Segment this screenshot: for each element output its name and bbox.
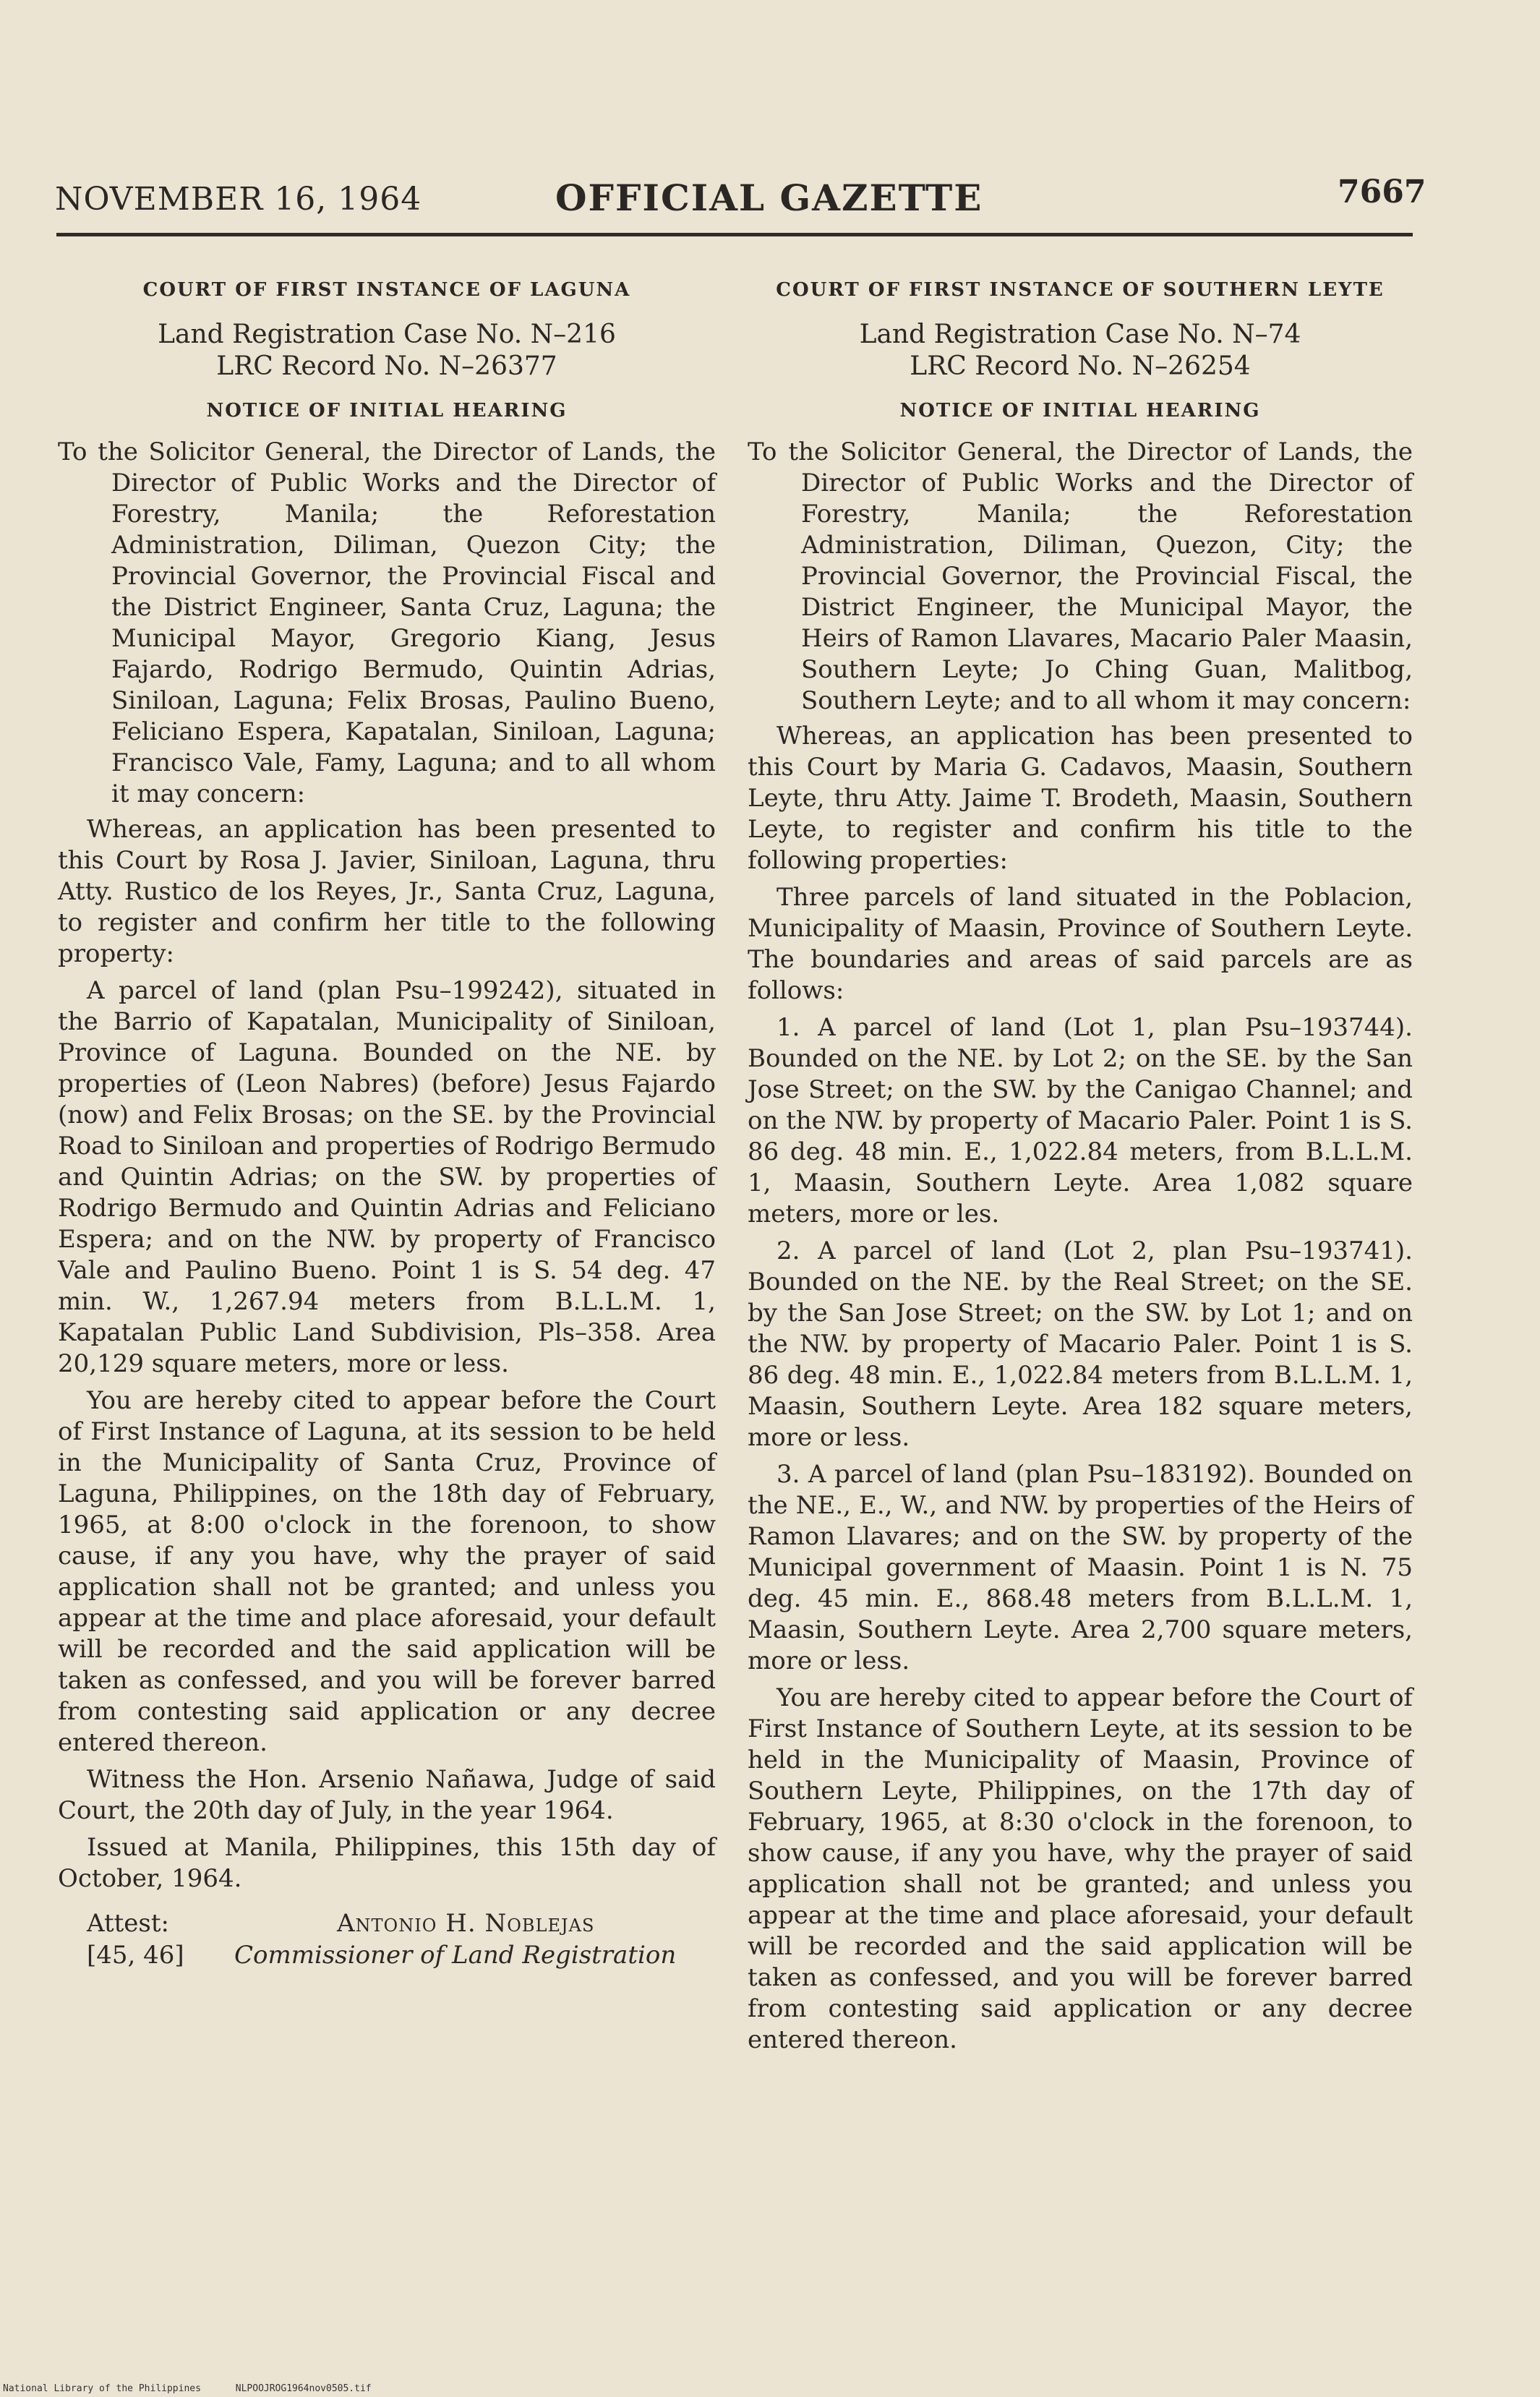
reference-numbers: [45, 46] [87, 1941, 184, 1970]
signer-name: Antonio H. Noblejas [337, 1909, 595, 1938]
paragraph: 2. A parcel of land (Lot 2, plan Psu–193741). Bounded on the NE. by the Real Street; on the SE. by the San Jose Street; on the SW. by Lot 1; and on the NW. by property of Macario Paler. Point 1 is S. 86 deg. 48 min. E., 1,022.84 meters from B.L.L.M. 1, Maasin, Southern Leyte. Area 182 square meters, more or less. [748, 1236, 1413, 1452]
paragraph: Three parcels of land situated in the Poblacion, Municipality of Maasin, Province of Southern Leyte. The boundaries and areas of said parcels are as follows: [748, 883, 1413, 1005]
record-number: LRC Record No. N–26254 [910, 351, 1251, 381]
publication-title: OFFICIAL GAZETTE [555, 176, 983, 219]
paragraph: 1. A parcel of land (Lot 1, plan Psu–193744). Bounded on the NE. by Lot 2; on the SE. by the San Jose Street; on the SW. by the Canigao Channel; and on the NW. by property of Macario Paler. Point 1 is S. 86 deg. 48 min. E., 1,022.84 meters, from B.L.L.M. 1, Maasin, Southern Leyte. Area 1,082 square meters, more or les. [748, 1013, 1413, 1229]
signer-title: Commissioner of Land Registration [234, 1941, 677, 1970]
address-paragraph: To the Solicitor General, the Director of Lands, the Director of Public Works and the Director of Forestry, Manila; the Reforestation Administration, Diliman, Quezon City; the Provincial Governor, the Provincial Fiscal and the District Engineer, Santa Cruz, Laguna; the Municipal Mayor, Gregorio Kiang, Jesus Fajardo, Rodrigo Bermudo, Quintin Adrias, Siniloan, Laguna; Felix Brosas, Paulino Bueno, Feliciano Espera, Kapatalan, Siniloan, Laguna; Francisco Vale, Famy, Laguna; and to all whom it may concern: [58, 437, 716, 808]
signature-block [58, 1907, 716, 1980]
library-credit: National Library of the Philippines [3, 2383, 201, 2394]
court-heading: COURT OF FIRST INSTANCE OF SOUTHERN LEYTE [776, 279, 1385, 301]
paragraph: Witness the Hon. Arsenio Nañawa, Judge of said Court, the 20th day of July, in the year 1964. [58, 1765, 716, 1825]
record-number: LRC Record No. N–26377 [216, 351, 557, 381]
paragraph: You are hereby cited to appear before the Court of First Instance of Laguna, at its session to be held in the Municipality of Santa Cruz, Province of Laguna, Philippines, on the 18th day of February, 1965, at 8:00 o'clock in the forenoon, to show cause, if any you have, why the prayer of said application shall not be granted; and unless you appear at the time and place aforesaid, your default will be recorded and the said application will be taken as confessed, and you will be forever barred from contesting said application or any decree entered thereon. [58, 1386, 716, 1757]
notice-heading: NOTICE OF INITIAL HEARING [899, 400, 1261, 422]
issue-date: NOVEMBER 16, 1964 [55, 181, 422, 218]
page-number: 7667 [1338, 174, 1426, 210]
left-column-notice [58, 269, 716, 1980]
paragraph: You are hereby cited to appear before the Court of First Instance of Southern Leyte, at its session to be held in the Municipality of Maasin, Province of Southern Leyte, Philippines, on the 17th day of February, 1965, at 8:30 o'clock in the forenoon, to show cause, if any you have, why the prayer of said application shall not be granted; and unless you appear at the time and place aforesaid, your default will be recorded and the said application will be taken as confessed, and you will be forever barred from contesting said application or any decree entered thereon. [748, 1683, 1413, 2054]
paragraph: 3. A parcel of land (plan Psu–183192). Bounded on the NE., E., W., and NW. by properties of the Heirs of Ramon Llavares; and on the SW. by property of the Municipal government of Maasin. Point 1 is N. 75 deg. 45 min. E., 868.48 meters from B.L.L.M. 1, Maasin, Southern Leyte. Area 2,700 square meters, more or less. [748, 1460, 1413, 1675]
notice-heading: NOTICE OF INITIAL HEARING [206, 400, 568, 422]
address-paragraph: To the Solicitor General, the Director of Lands, the Director of Public Works and the Director of Forestry, Manila; the Reforestation Administration, Diliman, Quezon, City; the Provincial Governor, the Provincial Fiscal, the District Engineer, the Municipal Mayor, the Heirs of Ramon Llavares, Macario Paler Maasin, Southern Leyte; Jo Ching Guan, Malitbog, Southern Leyte; and to all whom it may concern: [748, 437, 1413, 715]
paragraph: A parcel of land (plan Psu–199242), situated in the Barrio of Kapatalan, Municipality of Siniloan, Province of Laguna. Bounded on the NE. by properties of (Leon Nabres) (before) Jesus Fajardo (now) and Felix Brosas; on the SE. by the Provincial Road to Siniloan and properties of Rodrigo Bermudo and Quintin Adrias; on the SW. by properties of Rodrigo Bermudo and Quintin Adrias and Feliciano Espera; and on the NW. by property of Francisco Vale and Paulino Bueno. Point 1 is S. 54 deg. 47 min. W., 1,267.94 meters from B.L.L.M. 1, Kapatalan Public Land Subdivision, Pls–358. Area 20,129 square meters, more or less. [58, 976, 716, 1378]
paragraph: Issued at Manila, Philippines, this 15th day of October, 1964. [58, 1833, 716, 1893]
attest-label: Attest: [87, 1909, 169, 1938]
paragraph: Whereas, an application has been presented to this Court by Maria G. Cadavos, Maasin, Southern Leyte, thru Atty. Jaime T. Brodeth, Maasin, Southern Leyte, to register and confirm his title to the following properties: [748, 722, 1413, 875]
court-heading: COURT OF FIRST INSTANCE OF LAGUNA [142, 279, 631, 301]
paragraph: Whereas, an application has been presented to this Court by Rosa J. Javier, Siniloan, Laguna, thru Atty. Rustico de los Reyes, Jr., Santa Cruz, Laguna, to register and confirm her title to the following property: [58, 815, 716, 968]
case-number: Land Registration Case No. N–216 [158, 320, 616, 349]
right-column-notice [748, 269, 1413, 2061]
scan-footer [3, 2383, 401, 2394]
case-number: Land Registration Case No. N–74 [859, 320, 1301, 349]
header-rule [56, 233, 1413, 236]
file-name: NLPOOJROG1964nov0505.tif [235, 2383, 372, 2394]
